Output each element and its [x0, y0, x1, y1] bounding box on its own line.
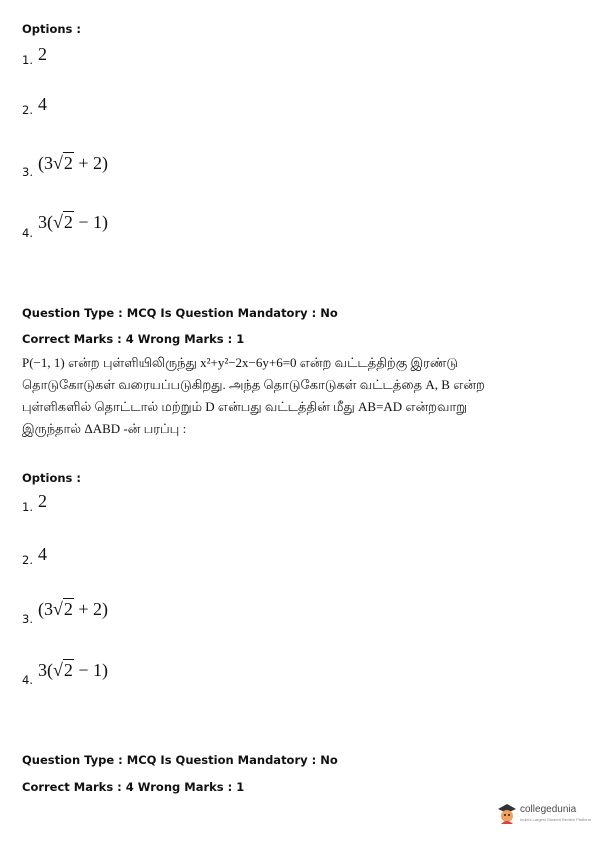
- option-value: (3√2 + 2): [38, 599, 109, 619]
- option-value: 3(√2 − 1): [38, 212, 109, 232]
- option-value: 3(√2 − 1): [38, 660, 109, 680]
- marks-info: Correct Marks : 4 Wrong Marks : 1: [22, 332, 245, 346]
- option-number: 4.: [22, 673, 33, 687]
- question-line: இருந்தால் ΔABD -ன் பரப்பு :: [22, 421, 187, 436]
- logo-tagline: India's Largest Student Review Platform: [520, 817, 592, 822]
- option-number: 3.: [22, 165, 33, 179]
- option-number: 3.: [22, 612, 33, 626]
- question-type: Question Type : MCQ Is Question Mandatory : No: [22, 306, 338, 320]
- options-label: Options :: [22, 471, 81, 485]
- graduate-mascot-icon: [496, 802, 518, 826]
- option-number: 1.: [22, 500, 33, 514]
- option-number: 2.: [22, 103, 33, 117]
- option-value: 2: [38, 44, 47, 64]
- question-line: P(−1, 1) என்ற புள்ளியிலிருந்து x²+y²−2x−6y+6=0 என்ற வட்டத்திற்கு இரண்டு: [22, 355, 458, 370]
- collegedunia-logo: [496, 800, 592, 830]
- option-value: 2: [38, 491, 47, 511]
- question-text: [22, 352, 485, 440]
- question-line: தொடுகோடுகள் வரையப்படுகிறது. அந்த தொடுகோடுகள் வட்டத்தை A, B என்ற: [22, 377, 485, 392]
- option-value: (3√2 + 2): [38, 153, 109, 173]
- question-type: Question Type : MCQ Is Question Mandatory : No: [22, 753, 338, 767]
- marks-info: Correct Marks : 4 Wrong Marks : 1: [22, 780, 245, 794]
- question-line: புள்ளிகளில் தொட்டால் மற்றும் D என்பது வட்டத்தின் மீது AB=AD என்றவாறு: [22, 399, 468, 414]
- option-number: 2.: [22, 553, 33, 567]
- logo-name: collegedunia: [520, 804, 577, 815]
- option-number: 1.: [22, 53, 33, 67]
- option-number: 4.: [22, 226, 33, 240]
- option-value: 4: [38, 544, 47, 564]
- option-value: 4: [38, 94, 47, 114]
- options-label: Options :: [22, 22, 81, 36]
